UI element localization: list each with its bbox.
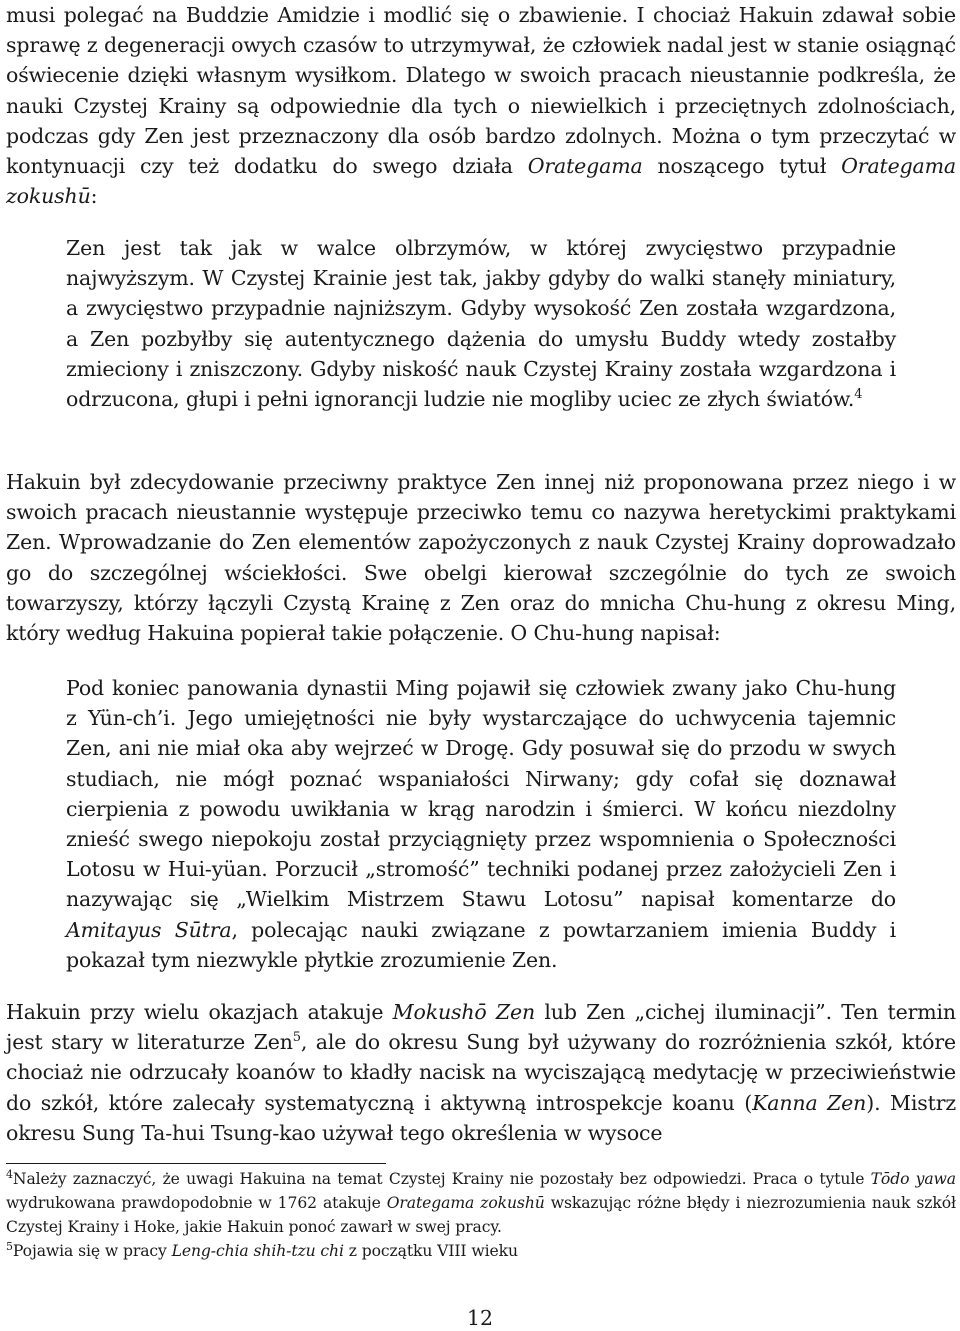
footnote-marker: 5	[292, 1030, 301, 1046]
quote-1	[66, 233, 896, 414]
italic-text: Kanna Zen	[752, 1090, 867, 1115]
footnote-4	[6, 1168, 956, 1239]
italic-text: Amitayus Sūtra	[66, 917, 232, 942]
text-run: Pod koniec panowania dynastii Ming pojawił się człowiek zwany jako Chu-hung z Yün-ch’i. Jego umiejętności nie były wystarczające do uchwycenia tajemnic Zen, ani nie miał oka aby wejrzeć w Drogę. Gdy posuwał się do przodu w swych studiach, nie mógł poznać wspaniałości Nirwany; gdy cofał się doznawał cierpienia z powodu uwikłania w krąg narodzin i śmierci. W końcu niezdolny znieść swego niepokoju został przyciągnięty przez wspomnienia o Społeczności Lotosu w Hui-yüan. Porzucił „stromość” techniki podanej przez założycieli Zen i nazywając się „Wielkim Mistrzem Stawu Lotosu” napisał komentarze do	[66, 676, 896, 912]
text-run: Hakuin przy wielu okazjach atakuje	[6, 1000, 393, 1024]
text-run: Pojawia się w pracy	[12, 1242, 172, 1260]
paragraph-3	[6, 997, 956, 1148]
footnote-5	[6, 1240, 956, 1264]
italic-text: Orategama	[527, 154, 643, 179]
italic-text: Tōdo yawa	[870, 1170, 956, 1188]
footnote-separator	[6, 1163, 386, 1164]
footnote-marker: 4	[854, 387, 863, 403]
text-run: Zen jest tak jak w walce olbrzymów, w której zwycięstwo przypadnie najwyższym. W Czystej Krainie jest tak, jakby gdyby do walki stanęły miniatury, a zwycięstwo przypadnie najniższym. Gdyby wysokość Zen została wzgardzona, a Zen pozbyłby się autentycznego dążenia do umysłu Buddy wtedy zostałby zmieciony i zniszczony. Gdyby niskość nauk Czystej Krainy została wzgardzona i odrzucona, głupi i pełni ignorancji ludzie nie mogliby uciec ze złych światów.	[66, 236, 896, 412]
italic-text: Mokushō Zen	[392, 1000, 536, 1024]
text-run: musi polegać na Buddzie Amidzie i modlić się o zbawienie. I chociaż Hakuin zdawał sobie sprawę z degeneracji owych czasów to utrzymywał, że człowiek nadal jest w stanie osiągnąć oświecenie dzięki własnym wysiłkom. Dlatego w swoich pracach nieustannie podkreśla, że nauki Czystej Krainy są odpowiednie dla tych o niewielkich i przeciętnych zdolnościach, podczas gdy Zen jest przeznaczony dla osób bardzo zdolnych. Można o tym przeczytać w kontynuacji czy też dodatku do swego działa	[6, 3, 956, 179]
footnote-marker: 4	[6, 1167, 13, 1181]
text-run: z początku VIII wieku	[343, 1242, 518, 1260]
text-run: :	[90, 184, 98, 209]
italic-text: Leng-chia shih-tzu chi	[171, 1242, 344, 1260]
quote-2	[66, 673, 896, 975]
text-run: noszącego tytuł	[642, 154, 842, 179]
text-run: wydrukowana prawdopodobnie w 1762 atakuje	[6, 1193, 387, 1212]
text-run: ). Mistrz okresu Sung Ta-hui Tsung-kao używał tego określenia w wysoce	[6, 1090, 957, 1145]
italic-text: Orategama zokushū	[386, 1193, 545, 1212]
page-number: 12	[466, 1306, 494, 1330]
italic-text: Orategama zokushū	[6, 154, 956, 209]
text-run: wskazując różne błędy i niezrozumienia nauk szkół Czystej Krainy i Hoke, jakie Hakuin ponoć zawarł w swej pracy.	[6, 1193, 956, 1236]
text-run: , polecając nauki związane z powtarzaniem imienia Buddy i pokazał tym niezwykle płytkie zrozumienie Zen.	[66, 917, 896, 972]
footnote-marker: 5	[6, 1239, 13, 1253]
text-run: Hakuin był zdecydowanie przeciwny praktyce Zen innej niż proponowana przez niego i w swoich pracach nieustannie występuje przeciwko temu co nazywa heretyckimi praktykami Zen. Wprowadzanie do Zen elementów zapożyczonych z nauk Czystej Krainy doprowadzało go do szczególnej wściekłości. Swe obelgi kierował szczególnie do tych ze swoich towarzyszy, którzy łączyli Czystą Krainę z Zen oraz do mnicha Chu-hung z okresu Ming, który według Hakuina popierał takie połączenie. O Chu-hung napisał:	[6, 470, 956, 646]
text-run: lub Zen „cichej iluminacji”. Ten termin jest stary w literaturze Zen	[6, 1000, 956, 1055]
paragraph-2	[6, 467, 956, 648]
text-run: , ale do okresu Sung był używany do rozróżnienia szkół, które chociaż nie odrzucały koanów to kładły nacisk na wyciszającą medytację w przeciwieństwie do szkół, które zalecały systematyczną i aktywną introspekcje koanu (	[6, 1030, 956, 1115]
paragraph-1	[6, 0, 956, 211]
text-run: Należy zaznaczyć, że uwagi Hakuina na temat Czystej Krainy nie pozostały bez odpowiedzi. Praca o tytule	[12, 1170, 871, 1188]
